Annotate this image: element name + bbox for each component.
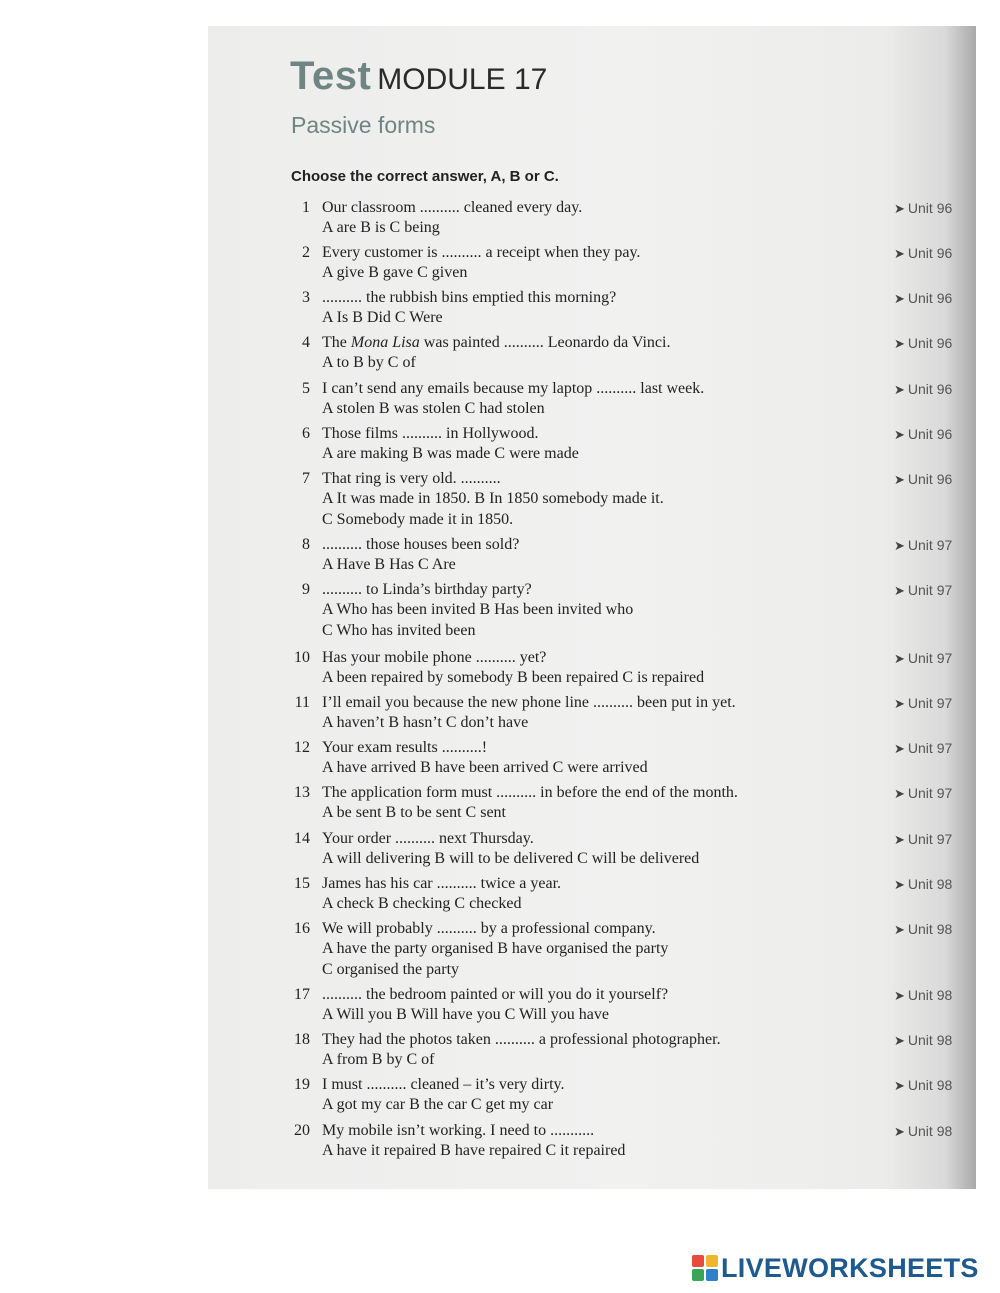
arrow-right-icon: ➤: [894, 382, 905, 397]
answer-option-line: C organised the party: [322, 960, 460, 978]
answer-option-line: A been repaired by somebody B been repaired C is repaired: [322, 669, 705, 686]
answer-option-line: A have arrived B have been arrived C were arrived: [322, 759, 648, 776]
answer-option-line: A Have B Has C Are: [322, 556, 456, 573]
unit-reference: ➤ Unit 96: [894, 335, 953, 351]
answer-option-line: C Who has invited been: [322, 621, 476, 639]
logo-text: LIVEWORKSHEETS: [721, 1252, 979, 1283]
question-text: .......... the rubbish bins emptied this morning?: [322, 289, 617, 306]
question-text: I can’t send any emails because my laptop .......... last week.: [322, 380, 705, 397]
question-number: 8: [302, 536, 310, 553]
question-text: I must .......... cleaned – it’s very dirty.: [322, 1076, 565, 1093]
arrow-right-icon: ➤: [894, 1033, 905, 1048]
answer-option-line: A from B by C of: [322, 1051, 435, 1068]
arrow-right-icon: ➤: [894, 832, 905, 847]
answer-option-line: A Who has been invited B Has been invited who: [322, 601, 634, 618]
question-number: 17: [294, 986, 310, 1003]
question-number: 12: [294, 739, 310, 756]
answer-option-line: A got my car B the car C get my car: [322, 1096, 554, 1113]
answer-options: [322, 803, 506, 824]
arrow-right-icon: ➤: [894, 336, 905, 351]
arrow-right-icon: ➤: [894, 201, 905, 216]
question-number: 15: [294, 875, 310, 892]
question-italic-title: Mona Lisa: [350, 334, 420, 351]
answer-options: [322, 939, 668, 980]
answer-option-line: A have the party organised B have organised the party: [322, 940, 669, 957]
question-number: 7: [302, 470, 310, 487]
unit-reference: ➤ Unit 98: [894, 921, 953, 937]
liveworksheets-logo: [692, 1252, 979, 1284]
answer-option-line: C Somebody made it in 1850.: [322, 510, 514, 528]
arrow-right-icon: ➤: [894, 472, 905, 487]
question-text: We will probably .......... by a professional company.: [322, 920, 656, 937]
answer-options: [322, 1005, 609, 1026]
arrow-right-icon: ➤: [894, 246, 905, 261]
unit-reference: ➤ Unit 96: [894, 290, 953, 306]
question-number: 6: [302, 425, 310, 442]
answer-options: [322, 263, 467, 284]
question-text: My mobile isn’t working. I need to ...........: [322, 1122, 595, 1139]
arrow-right-icon: ➤: [894, 583, 905, 598]
logo-mark-icon: [692, 1255, 718, 1281]
question-number: 13: [294, 784, 310, 801]
unit-reference: ➤ Unit 98: [894, 1123, 953, 1139]
question-text: They had the photos taken .......... a professional photographer.: [322, 1031, 721, 1048]
unit-reference: ➤ Unit 97: [894, 740, 953, 756]
answer-options: [322, 849, 699, 870]
answer-options: [322, 1050, 434, 1071]
unit-reference: ➤ Unit 96: [894, 381, 953, 397]
answer-option-line: A will delivering B will to be delivered C will be delivered: [322, 850, 700, 867]
question-text: Our classroom .......... cleaned every day.: [322, 199, 583, 216]
arrow-right-icon: ➤: [894, 291, 905, 306]
unit-reference: ➤ Unit 96: [894, 471, 953, 487]
title-module: MODULE 17: [377, 63, 548, 96]
arrow-right-icon: ➤: [894, 922, 905, 937]
unit-reference: ➤ Unit 97: [894, 582, 953, 598]
unit-reference: ➤ Unit 97: [894, 695, 953, 711]
logo-tile: [706, 1255, 718, 1267]
question-number: 11: [294, 694, 310, 711]
answer-option-line: A Is B Did C Were: [322, 309, 443, 326]
answer-option-line: A stolen B was stolen C had stolen: [322, 400, 545, 417]
question-number: 20: [294, 1122, 310, 1139]
page-subtitle: Passive forms: [291, 112, 436, 138]
arrow-right-icon: ➤: [894, 786, 905, 801]
question-number: 3: [302, 289, 310, 306]
question-text: James has his car .......... twice a year.: [322, 875, 562, 892]
question-text: Those films .......... in Hollywood.: [322, 425, 539, 442]
answer-options: [322, 1095, 553, 1116]
question-number: 18: [294, 1031, 310, 1048]
answer-option-line: A check B checking C checked: [322, 895, 522, 912]
unit-reference: ➤ Unit 96: [894, 200, 953, 216]
arrow-right-icon: ➤: [894, 696, 905, 711]
arrow-right-icon: ➤: [894, 427, 905, 442]
answer-option-line: A be sent B to be sent C sent: [322, 804, 506, 821]
answer-options: [322, 555, 456, 576]
logo-tile: [692, 1269, 704, 1281]
answer-options: [322, 308, 443, 329]
answer-options: [322, 894, 521, 915]
question-text: That ring is very old. ..........: [322, 470, 501, 487]
answer-options: [322, 1141, 625, 1162]
unit-reference: ➤ Unit 98: [894, 876, 953, 892]
title-test-word: Test: [290, 54, 372, 98]
question-number: 4: [302, 334, 310, 351]
answer-options: [322, 713, 528, 734]
unit-reference: ➤ Unit 98: [894, 1032, 953, 1048]
answer-option-line: A Will you B Will have you C Will you have: [322, 1006, 609, 1023]
arrow-right-icon: ➤: [894, 1124, 905, 1139]
arrow-right-icon: ➤: [894, 538, 905, 553]
answer-option-line: A haven’t B hasn’t C don’t have: [322, 714, 529, 731]
question-text: The Mona Lisa was painted .......... Leonardo da Vinci.: [322, 334, 671, 351]
question-text: .......... the bedroom painted or will you do it yourself?: [322, 986, 669, 1003]
question-text: I’ll email you because the new phone line .......... been put in yet.: [322, 694, 736, 711]
answer-options: [322, 489, 664, 530]
answer-options: [322, 668, 704, 689]
answer-options: [322, 758, 648, 779]
worksheet-page: [208, 26, 976, 1189]
question-number: 9: [302, 581, 310, 598]
answer-options: [322, 218, 440, 239]
unit-reference: ➤ Unit 96: [894, 245, 953, 261]
instructions: Choose the correct answer, A, B or C.: [291, 168, 559, 185]
unit-reference: ➤ Unit 97: [894, 537, 953, 553]
question-number: 19: [294, 1076, 310, 1093]
logo-tile: [692, 1255, 704, 1267]
question-text: Every customer is .......... a receipt when they pay.: [322, 244, 641, 261]
question-number: 5: [302, 380, 310, 397]
question-text: .......... those houses been sold?: [322, 536, 520, 553]
question-text: Your exam results ..........!: [322, 739, 488, 756]
answer-option-line: A are making B was made C were made: [322, 445, 579, 462]
answer-options: [322, 353, 416, 374]
question-number: 16: [294, 920, 310, 937]
question-text: Has your mobile phone .......... yet?: [322, 649, 547, 666]
question-number: 14: [294, 830, 310, 847]
question-text: Your order .......... next Thursday.: [322, 830, 534, 847]
answer-option-line: A are B is C being: [322, 219, 440, 236]
unit-reference: ➤ Unit 97: [894, 650, 953, 666]
unit-reference: ➤ Unit 96: [894, 426, 953, 442]
answer-options: [322, 600, 633, 641]
page-title: [290, 54, 547, 99]
arrow-right-icon: ➤: [894, 877, 905, 892]
arrow-right-icon: ➤: [894, 1078, 905, 1093]
question-text: .......... to Linda’s birthday party?: [322, 581, 532, 598]
question-number: 1: [302, 199, 310, 216]
question-text: The application form must .......... in before the end of the month.: [322, 784, 738, 801]
answer-option-line: A to B by C of: [322, 354, 416, 371]
logo-tile: [706, 1269, 718, 1281]
answer-option-line: A have it repaired B have repaired C it repaired: [322, 1142, 626, 1159]
unit-reference: ➤ Unit 97: [894, 785, 953, 801]
answer-option-line: A It was made in 1850. B In 1850 somebody made it.: [322, 490, 664, 507]
question-number: 2: [302, 244, 310, 261]
unit-reference: ➤ Unit 98: [894, 1077, 953, 1093]
question-number: 10: [294, 649, 310, 666]
unit-reference: ➤ Unit 97: [894, 831, 953, 847]
answer-options: [322, 444, 579, 465]
unit-reference: ➤ Unit 98: [894, 987, 953, 1003]
answer-option-line: A give B gave C given: [322, 264, 468, 281]
arrow-right-icon: ➤: [894, 651, 905, 666]
arrow-right-icon: ➤: [894, 741, 905, 756]
arrow-right-icon: ➤: [894, 988, 905, 1003]
answer-options: [322, 399, 545, 420]
